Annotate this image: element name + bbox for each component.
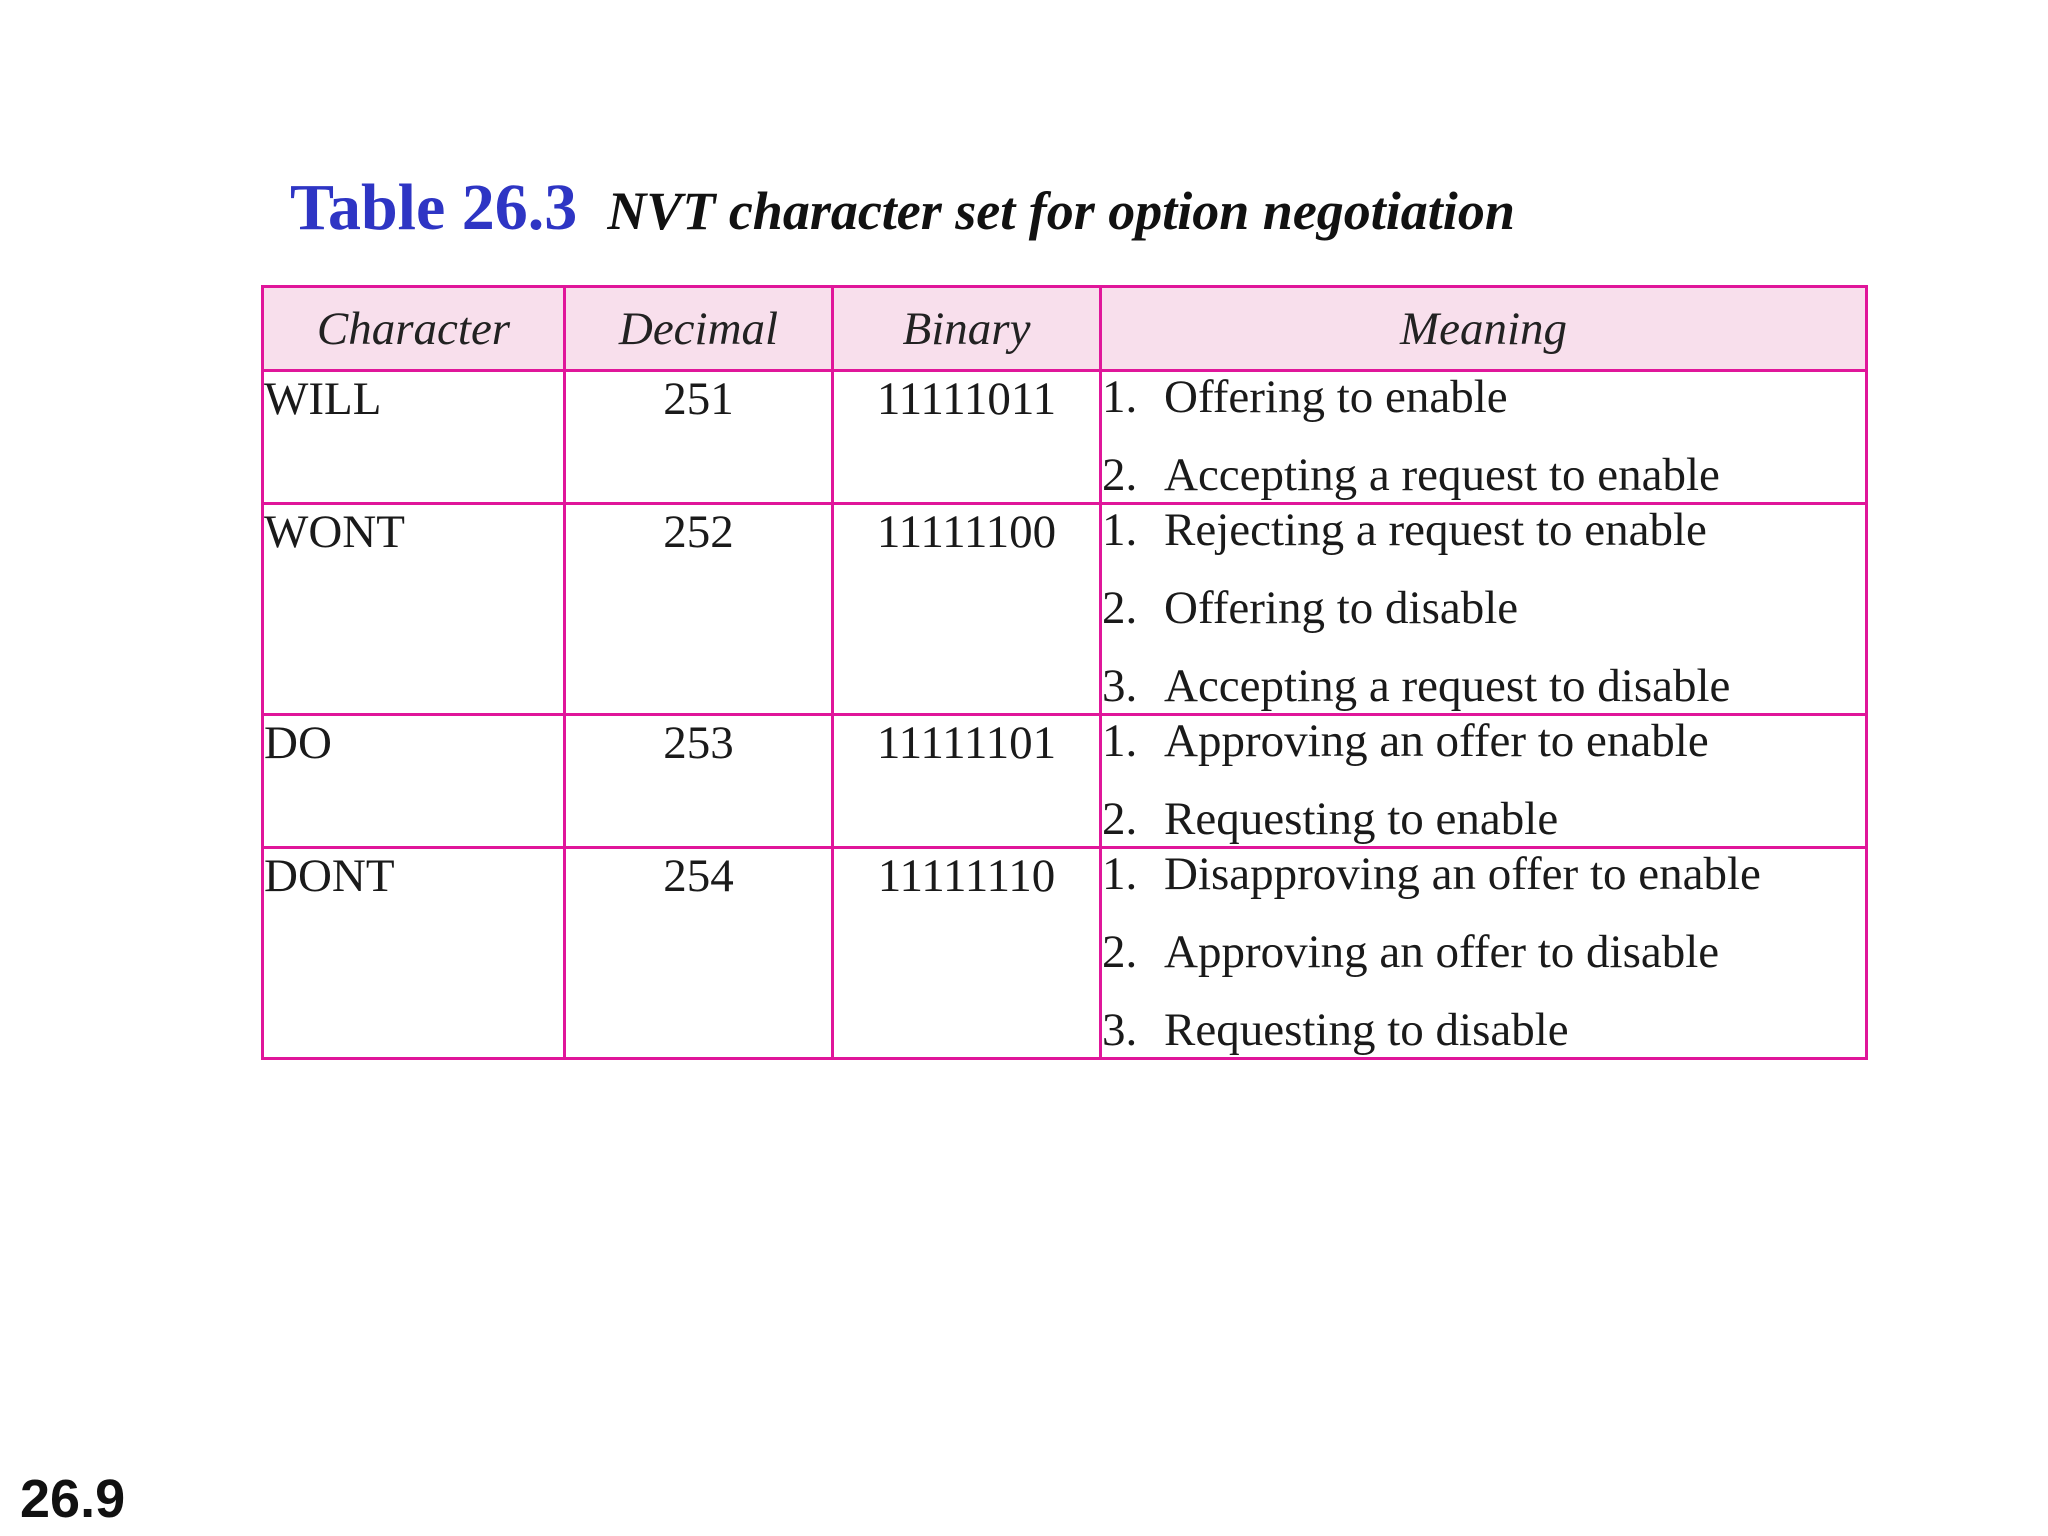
meaning-item (1102, 372, 1865, 450)
table-title: NVT character set for option negotiation (607, 181, 1515, 241)
slide-number: 26.9 (20, 1469, 126, 1529)
table-row (263, 715, 1867, 848)
meaning-number: 2. (1102, 793, 1138, 845)
decimal-cell: 254 (565, 848, 833, 1059)
meaning-item (1102, 927, 1865, 1005)
meaning-item (1102, 450, 1865, 502)
binary-cell: 11111100 (833, 504, 1101, 715)
meaning-number: 3. (1102, 660, 1138, 712)
meaning-item (1102, 505, 1865, 583)
decimal-cell: 253 (565, 715, 833, 848)
meaning-text: Disapproving an offer to enable (1164, 848, 1761, 900)
meaning-cell (1101, 848, 1867, 1059)
binary-cell: 11111101 (833, 715, 1101, 848)
meaning-number: 2. (1102, 926, 1138, 978)
meaning-number: 1. (1102, 371, 1138, 423)
meaning-item (1102, 716, 1865, 794)
character-cell: DO (263, 715, 565, 848)
meaning-number: 1. (1102, 504, 1138, 556)
meaning-item (1102, 1005, 1865, 1057)
header-meaning: Meaning (1101, 287, 1867, 371)
table-row (263, 504, 1867, 715)
meaning-text: Rejecting a request to enable (1164, 504, 1707, 556)
header-binary: Binary (833, 287, 1101, 371)
binary-cell: 11111011 (833, 371, 1101, 504)
meaning-text: Accepting a request to enable (1164, 449, 1720, 501)
table-row (263, 848, 1867, 1059)
nvt-option-table (261, 285, 1868, 1060)
meaning-number: 3. (1102, 1004, 1138, 1056)
meaning-text: Approving an offer to disable (1164, 926, 1720, 978)
table-number: Table 26.3 (290, 171, 578, 244)
meaning-cell (1101, 715, 1867, 848)
meaning-text: Requesting to enable (1164, 793, 1559, 845)
character-cell: WILL (263, 371, 565, 504)
meaning-cell (1101, 371, 1867, 504)
meaning-text: Accepting a request to disable (1164, 660, 1731, 712)
decimal-cell: 251 (565, 371, 833, 504)
meaning-item (1102, 849, 1865, 927)
character-cell: DONT (263, 848, 565, 1059)
meaning-number: 1. (1102, 715, 1138, 767)
header-character: Character (263, 287, 565, 371)
header-decimal: Decimal (565, 287, 833, 371)
meaning-text: Approving an offer to enable (1164, 715, 1709, 767)
meaning-item (1102, 794, 1865, 846)
meaning-text: Offering to disable (1164, 582, 1519, 634)
table-header-row (263, 287, 1867, 371)
meaning-text: Requesting to disable (1164, 1004, 1569, 1056)
meaning-number: 1. (1102, 848, 1138, 900)
decimal-cell: 252 (565, 504, 833, 715)
meaning-number: 2. (1102, 582, 1138, 634)
meaning-item (1102, 661, 1865, 713)
meaning-number: 2. (1102, 449, 1138, 501)
table-row (263, 371, 1867, 504)
meaning-cell (1101, 504, 1867, 715)
character-cell: WONT (263, 504, 565, 715)
meaning-item (1102, 583, 1865, 661)
binary-cell: 11111110 (833, 848, 1101, 1059)
table-caption (290, 170, 1515, 246)
meaning-text: Offering to enable (1164, 371, 1508, 423)
